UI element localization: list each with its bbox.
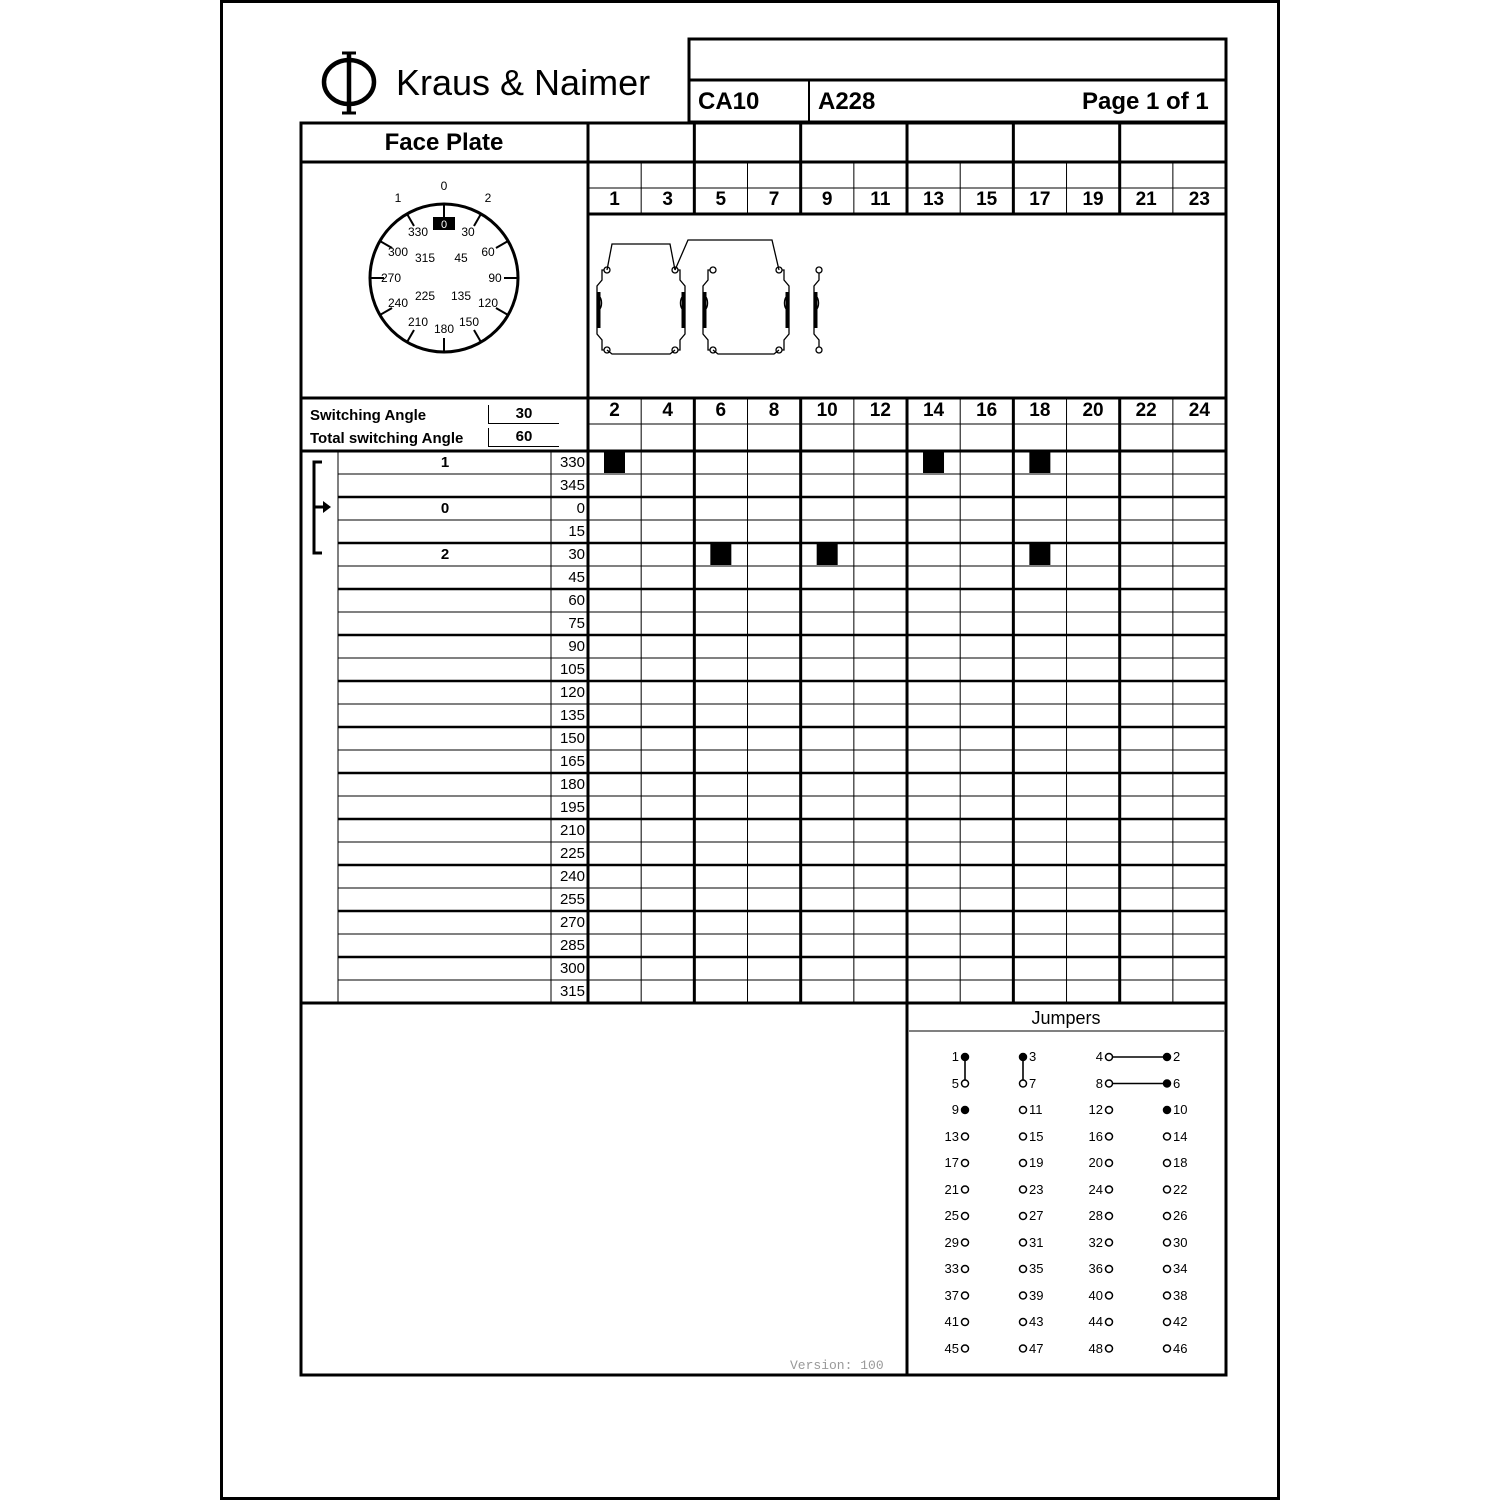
- dial-position-label: 2: [484, 191, 492, 205]
- jumper-terminal-label: 12: [1088, 1102, 1103, 1117]
- dial-angle-label: 180: [433, 322, 455, 336]
- jumper-terminal-label: 45: [944, 1340, 959, 1356]
- jumper-terminal-label: 15: [1029, 1128, 1044, 1144]
- dial-angle-label: 150: [458, 315, 480, 329]
- switching-angle-value: 30: [488, 405, 559, 424]
- contact-schematic-diagram: [590, 230, 850, 370]
- jumper-terminal-label: 21: [944, 1181, 959, 1197]
- jumper-terminal-label: 41: [944, 1314, 959, 1329]
- contact-closed-mark: [604, 452, 625, 473]
- dial-angle-label: 30: [461, 225, 475, 239]
- jumper-terminal-label: 42: [1173, 1314, 1188, 1329]
- face-plate-dial: [360, 170, 530, 370]
- terminal-number-17: 17: [1029, 189, 1051, 210]
- jumper-terminal-label: 26: [1173, 1208, 1188, 1223]
- dial-angle-label: 330: [407, 225, 429, 239]
- terminal-number-8: 8: [768, 400, 780, 421]
- angle-degree-label: 135: [559, 707, 585, 724]
- series-code: CA10: [698, 88, 760, 115]
- terminal-number-5: 5: [715, 189, 727, 210]
- contact-closed-mark: [817, 544, 838, 565]
- angle-degree-label: 30: [568, 546, 585, 563]
- jumpers-title: Jumpers: [1031, 1008, 1101, 1028]
- terminal-number-14: 14: [922, 400, 945, 421]
- jumper-terminal-label: 17: [944, 1155, 959, 1170]
- dial-angle-label: 225: [414, 289, 436, 303]
- angle-degree-label: 180: [559, 776, 585, 793]
- dial-angle-label: 270: [380, 271, 402, 285]
- jumper-terminal-label: 44: [1088, 1314, 1103, 1329]
- jumper-terminal-label: 24: [1088, 1181, 1103, 1197]
- total-switching-angle-value: 60: [488, 428, 559, 447]
- jumper-terminal-label: 18: [1173, 1155, 1188, 1170]
- contact-closed-mark: [923, 452, 944, 473]
- angle-degree-label: 165: [559, 753, 585, 770]
- jumper-terminal-label: 31: [1029, 1234, 1044, 1250]
- jumper-terminal-label: 32: [1088, 1234, 1103, 1250]
- terminal-number-19: 19: [1082, 189, 1104, 210]
- dial-angle-label: 210: [407, 315, 429, 329]
- terminal-number-12: 12: [869, 400, 891, 421]
- jumper-terminal-label: 48: [1088, 1340, 1103, 1356]
- terminal-number-11: 11: [870, 189, 891, 210]
- angle-degree-label: 90: [568, 638, 585, 655]
- terminal-number-21: 21: [1135, 189, 1157, 210]
- angle-degree-label: 45: [568, 569, 585, 586]
- angle-degree-label: 75: [568, 615, 585, 632]
- jumper-terminal-label: 9: [951, 1102, 959, 1117]
- jumper-terminal-label: 25: [944, 1208, 959, 1223]
- jumper-terminal-label: 27: [1029, 1208, 1044, 1223]
- terminal-number-6: 6: [715, 400, 727, 421]
- angle-degree-label: 210: [559, 822, 585, 839]
- terminal-number-7: 7: [768, 189, 780, 210]
- jumper-terminal-label: 20: [1088, 1155, 1103, 1170]
- jumper-terminal-label: 5: [951, 1075, 959, 1091]
- terminal-number-13: 13: [922, 189, 945, 210]
- contact-closed-mark: [1029, 452, 1050, 473]
- jumper-terminal-label: 39: [1029, 1287, 1044, 1303]
- terminal-number-22: 22: [1135, 400, 1157, 421]
- switch-position-label: 2: [440, 546, 450, 563]
- terminal-number-2: 2: [609, 400, 620, 421]
- angle-degree-label: 195: [559, 799, 585, 816]
- angle-degree-label: 330: [559, 454, 585, 471]
- total-switching-angle-label: Total switching Angle: [310, 430, 464, 447]
- jumper-terminal-label: 46: [1173, 1340, 1188, 1356]
- angle-degree-label: 105: [559, 661, 585, 678]
- angle-degree-label: 15: [568, 523, 585, 540]
- angle-degree-label: 225: [559, 845, 585, 862]
- jumper-terminal-label: 14: [1173, 1128, 1188, 1144]
- switch-position-label: 0: [440, 500, 450, 517]
- terminal-number-3: 3: [662, 189, 673, 210]
- jumper-terminal-label: 3: [1029, 1049, 1037, 1064]
- jumper-terminal-label: 16: [1088, 1128, 1103, 1144]
- angle-degree-label: 285: [559, 937, 585, 954]
- jumper-terminal-label: 33: [944, 1261, 959, 1276]
- dial-angle-label: 315: [414, 251, 436, 265]
- jumper-terminal-label: 19: [1029, 1155, 1044, 1170]
- angle-degree-label: 270: [559, 914, 585, 931]
- terminal-number-4: 4: [662, 400, 673, 421]
- jumper-terminal-label: 23: [1029, 1181, 1044, 1197]
- jumper-terminal-label: 10: [1173, 1102, 1188, 1117]
- terminal-number-18: 18: [1029, 400, 1051, 421]
- switching-angle-label: Switching Angle: [310, 407, 427, 424]
- angle-degree-label: 150: [559, 730, 585, 747]
- jumper-terminal-label: 37: [944, 1287, 959, 1303]
- jumper-terminal-label: 6: [1173, 1075, 1181, 1091]
- jumper-terminal-label: 2: [1173, 1049, 1181, 1064]
- dial-angle-label: 240: [387, 296, 409, 310]
- jumper-terminal-label: 34: [1173, 1261, 1188, 1276]
- switch-position-label: 1: [440, 454, 450, 471]
- version-label: Version: 100: [790, 1358, 884, 1373]
- terminal-number-15: 15: [976, 189, 998, 210]
- dial-position-label: 1: [394, 191, 402, 205]
- jumper-terminal-label: 38: [1173, 1287, 1188, 1303]
- dial-position-label: 0: [440, 179, 448, 193]
- angle-degree-label: 300: [559, 960, 585, 977]
- terminal-number-10: 10: [816, 400, 838, 421]
- program-code: A228: [818, 88, 876, 115]
- dial-angle-label: 135: [450, 289, 472, 303]
- angle-degree-label: 0: [576, 500, 585, 517]
- terminal-number-24: 24: [1188, 400, 1210, 421]
- angle-degree-label: 255: [559, 891, 585, 908]
- angle-degree-label: 345: [559, 477, 585, 494]
- dial-angle-label: 60: [481, 245, 495, 259]
- jumper-terminal-label: 1: [951, 1049, 959, 1064]
- dial-angle-label: 90: [488, 271, 502, 285]
- jumper-terminal-label: 30: [1173, 1234, 1188, 1250]
- jumper-terminal-label: 43: [1029, 1314, 1044, 1329]
- jumper-terminal-label: 22: [1173, 1181, 1188, 1197]
- terminal-number-1: 1: [609, 189, 620, 210]
- brand-name: Kraus & Naimer: [396, 62, 651, 103]
- dial-angle-label: 45: [454, 251, 468, 265]
- terminal-number-20: 20: [1082, 400, 1104, 421]
- jumper-terminal-label: 13: [944, 1128, 959, 1144]
- face-plate-title: Face Plate: [384, 129, 504, 156]
- dial-angle-label: 120: [477, 296, 499, 310]
- contact-closed-mark: [710, 544, 731, 565]
- jumper-terminal-label: 7: [1029, 1075, 1037, 1091]
- angle-degree-label: 315: [559, 983, 585, 1000]
- dial-angle-label: 0: [440, 219, 448, 231]
- page-indicator: Page 1 of 1: [1082, 88, 1209, 115]
- jumper-terminal-label: 29: [944, 1234, 959, 1250]
- jumper-terminal-label: 36: [1088, 1261, 1103, 1276]
- jumper-terminal-label: 35: [1029, 1261, 1044, 1276]
- angle-degree-label: 120: [559, 684, 585, 701]
- dial-angle-label: 300: [387, 245, 409, 259]
- angle-degree-label: 60: [568, 592, 585, 609]
- contact-closed-mark: [1029, 544, 1050, 565]
- kraus-naimer-logo-icon: [318, 48, 382, 118]
- jumper-terminal-label: 4: [1095, 1049, 1103, 1064]
- jumper-terminal-label: 28: [1088, 1208, 1103, 1223]
- jumper-terminal-label: 40: [1088, 1287, 1103, 1303]
- jumper-terminal-label: 8: [1095, 1075, 1103, 1091]
- terminal-number-23: 23: [1188, 189, 1210, 210]
- terminal-number-16: 16: [976, 400, 998, 421]
- jumper-terminal-label: 47: [1029, 1340, 1044, 1356]
- terminal-number-9: 9: [821, 189, 833, 210]
- jumper-terminal-label: 11: [1029, 1102, 1043, 1117]
- angle-degree-label: 240: [559, 868, 585, 885]
